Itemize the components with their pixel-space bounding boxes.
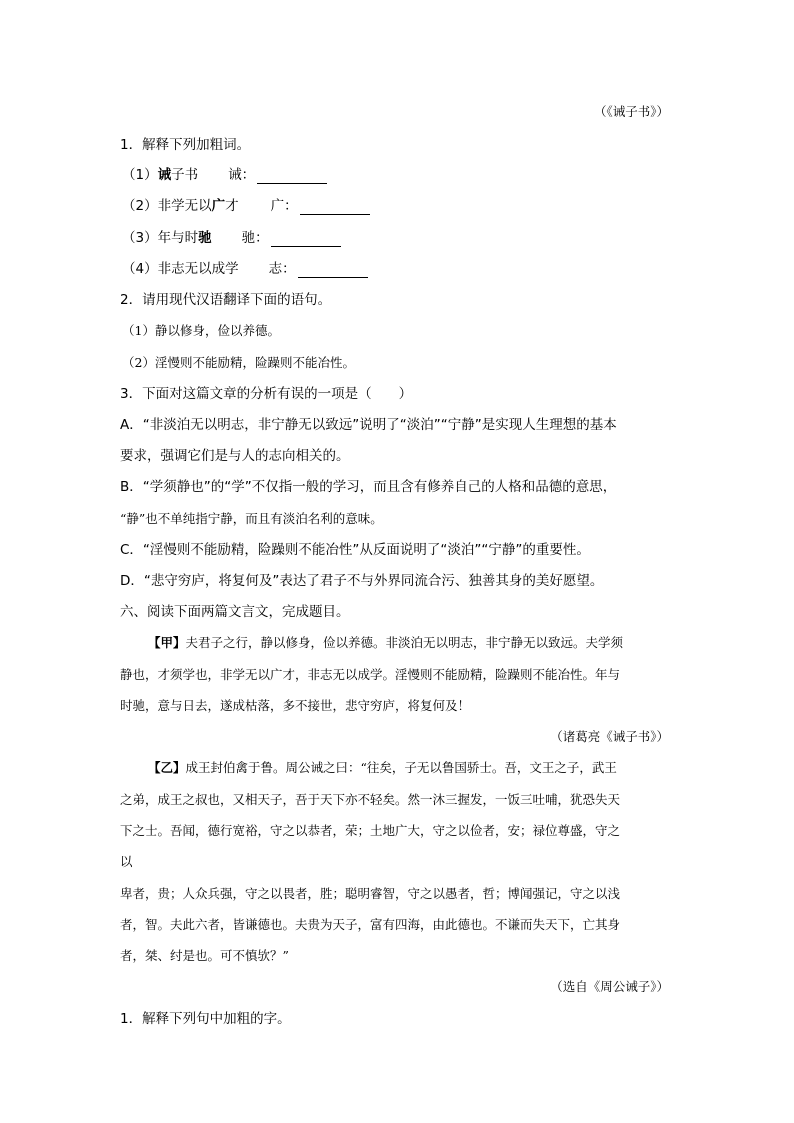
passage-jia-line-2: 静也，才须学也，非学无以广才，非志无以成学。淫慢则不能励精，险躁则不能冶性。年与 [120,667,621,682]
next-question-title: 1．解释下列句中加粗的字。 [120,1011,291,1027]
passage-jia-line-1: 【甲】夫君子之行，静以修身，俭以养德。非淡泊无以明志，非宁静无以致远。夫学须 [148,635,624,650]
section-6-title: 六、阅读下面两篇文言文，完成题目。 [120,604,350,620]
q3-option-b-line-2: “静”也不单纯指宁静，而且有淡泊名利的意味。 [120,511,383,526]
answer-blank[interactable] [298,263,368,278]
answer-blank[interactable] [300,200,370,215]
passage-yi-line-4: 以 [120,854,133,869]
passage-yi-source: （选自《周公诫子》） [550,979,669,994]
passage-yi-line-3: 下之士。吾闻，德行宽裕，守之以恭者，荣；土地广大，守之以俭者，安；禄位尊盛，守之 [120,823,621,838]
passage-yi-line-7: 者，桀、纣是也。可不慎欤？” [120,948,289,963]
q1-item-4: （4）非志无以成学 志： [122,260,368,278]
question-1-title: 1．解释下列加粗词。 [120,137,251,153]
passage-tag-jia: 【甲】 [148,635,186,650]
bold-word: 诫 [157,167,172,183]
passage-tag-yi: 【乙】 [148,760,186,775]
q2-sentence-2: （2）淫慢则不能励精，险躁则不能冶性。 [122,355,355,370]
bold-word: 广 [211,198,226,214]
q1-item-2: （2）非学无以广才 广： [122,197,370,215]
q1-item-1: （1）诫子书 诫： [122,166,327,184]
q2-sentence-1: （1）静以修身，俭以养德。 [122,323,280,338]
answer-blank[interactable] [257,169,327,184]
question-2-title: 2．请用现代汉语翻译下面的语句。 [120,292,332,308]
passage-yi-line-1: 【乙】成王封伯禽于鲁。周公诫之曰：“往矣，子无以鲁国骄士。吾，文王之子，武王 [148,760,617,775]
passage-yi-line-2: 之弟，成王之叔也，又相天子，吾于天下亦不轻矣。然一沐三握发，一饭三吐哺，犹恐失天 [120,792,621,807]
question-3-title: 3．下面对这篇文章的分析有误的一项是（ ） [120,386,413,402]
passage-jia-source: （诸葛亮《诫子书》） [550,729,669,744]
q3-option-a-line-2: 要求，强调它们是与人的志向相关的。 [120,448,350,464]
bold-word: 驰 [198,230,212,246]
q3-option-d: D．“悲守穷庐，将复何及”表达了君子不与外界同流合污、独善其身的美好愿望。 [120,573,604,589]
passage-yi-line-5: 卑者，贵；人众兵强，守之以畏者，胜；聪明睿智，守之以愚者，哲；博闻强记，守之以浅 [120,886,621,901]
passage-yi-line-6: 者，智。夫此六者，皆谦德也。夫贵为天子，富有四海，由此德也。不谦而失天下，亡其身 [120,917,621,932]
q3-option-b-line-1: B．“学须静也”的“学”不仅指一般的学习，而且含有修养自己的人格和品德的意思， [120,479,617,495]
source-citation-top: （《诫子书》） [593,104,669,119]
q1-item-3: （3）年与时驰 驰： [122,229,341,247]
passage-jia-line-3: 时驰，意与日去，遂成枯落，多不接世，悲守穷庐，将复何及！ [120,698,471,713]
answer-blank[interactable] [271,232,341,247]
q3-option-c: C．“淫慢则不能励精，险躁则不能冶性”从反面说明了“淡泊”“宁静”的重要性。 [120,542,590,558]
q3-option-a-line-1: A．“非淡泊无以明志，非宁静无以致远”说明了“淡泊”“宁静”是实现人生理想的基本 [120,417,617,433]
